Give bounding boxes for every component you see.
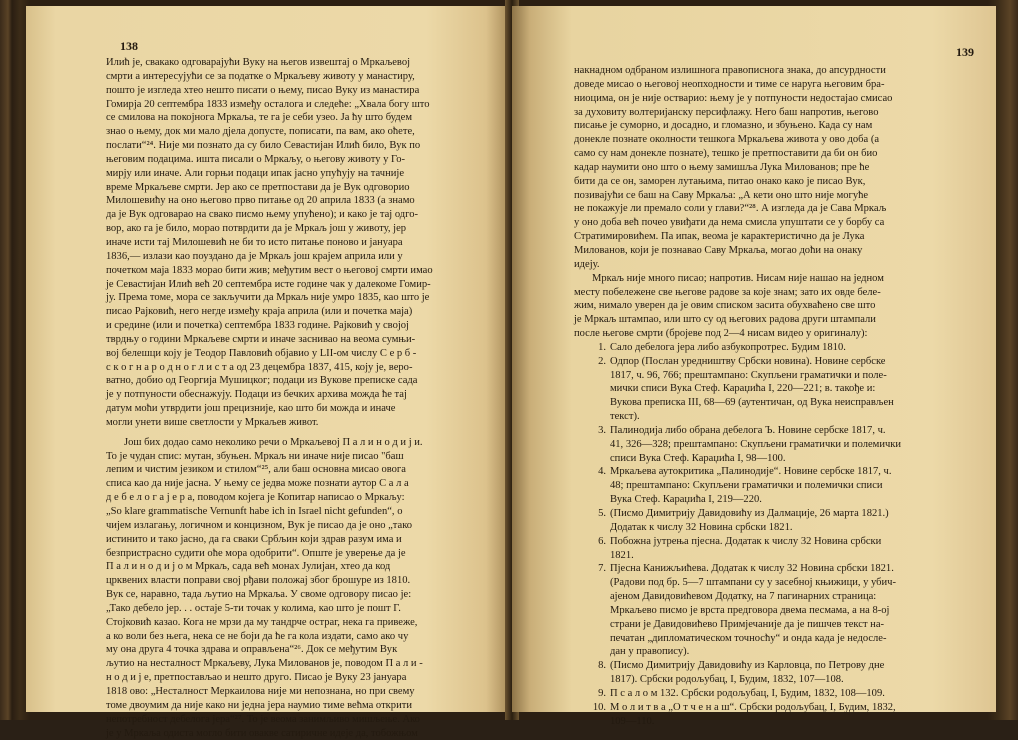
text-line: иначе исти тај Милошевић не би то исто питање поново и јануара (106, 236, 498, 250)
text-line: у оно доба већ почео увиђати да нема смисла упуштати се у борбу са (574, 216, 950, 230)
text-line: д е б е л о г а ј е р а, поводом којега је Копитар написао о Мркаљу: (106, 491, 498, 505)
text-line: ју. Према томе, мора се закључити да Мркаљ није умро 1835, као што је (106, 291, 498, 305)
text-line: писање је суморно, и досадно, и гломазно, и збуњено. Када су нам (574, 119, 950, 133)
text-line: смрти а интересујући се за податке о Мркаљеву животу у манастиру, (106, 70, 498, 84)
text-line: је у потпуности обеснажују. Подаци из бечких архива можда ће тај (106, 388, 498, 402)
text-line: „So klare grammatische Vernunft habe ich in Israel nicht gefunden“, о (106, 505, 498, 519)
text-line: црквених власти поправи свој рђави положај због брошуре из 1810. (106, 574, 498, 588)
bibliography-item (574, 701, 950, 729)
text-line: пошто је изгледа хтео нешто писати о њему, писао Вуку из манастира (106, 84, 498, 98)
bibliography-item (574, 535, 950, 563)
bibliography-item-number: 1. (584, 341, 606, 355)
bibliography-item-line: Мркаљево писмо је врста предговора двема песмама, а на 8-ој (610, 604, 950, 618)
text-line: Још бих додао само неколико речи о Мркаљевој П а л и н о д и ј и. (106, 436, 498, 450)
bibliography-item-number: 4. (584, 465, 606, 479)
bibliography-item-line: (Радови под бр. 5—7 штампани су у засебној књижици, у убич- (610, 576, 950, 590)
text-line: знао о њему, док ми мало дјела допусте, пописати, па вам, ако оћете, (106, 125, 498, 139)
bibliography-item-line: Одпор (Послан уредништву Србски новина). Новине сербске (610, 355, 950, 369)
text-line: 1836,— излази као поуздано да је Мркаљ још крајем априла или у (106, 250, 498, 264)
bibliography-item (574, 465, 950, 507)
bibliography-item-line: мички списи Вука Стеф. Караџића I, 220—221; в. такође и: (610, 382, 950, 396)
right-page (512, 6, 996, 712)
text-line: лепим и чистим језиком и стилом“²⁵, али баш основна мисао овога (106, 463, 498, 477)
bibliography-item-number: 2. (584, 355, 606, 369)
bibliography-item-number: 9. (584, 687, 606, 701)
text-line: истинито и тако јасно, да га сваки Србљин који здрав разум има и (106, 533, 498, 547)
text-line: љутио на несталност Мркаљеву, Лука Милованов је, поводом П а л и - (106, 657, 498, 671)
bibliography-item-number: 10. (584, 701, 606, 715)
text-line: Милошевићу на оно његово прво питање од 20 априла 1833 (а знамо (106, 194, 498, 208)
text-line: донекле познате околности тешкога Мркаљева живота у ово доба (а (574, 133, 950, 147)
bibliography-item-line: Пјесна Канижљићева. Додатак к числу 32 Новина србски 1821. (610, 562, 950, 576)
text-line: после његове смрти (бројеве под 2—4 нисам видео у оригиналу): (574, 327, 950, 341)
bibliography-item (574, 687, 950, 701)
left-page-number: 138 (120, 40, 138, 54)
bibliography-item-line: Сало дебелога јера либо азбукопротрес. Будим 1810. (610, 341, 950, 355)
text-line: се смилова на покојнога Мркаља, те га је себи узео. Ја ћу што будем (106, 111, 498, 125)
bibliography-item-line: страни је Давидовићево Примјечаније да је пишчев текст на- (610, 618, 950, 632)
bibliography-item-number: 5. (584, 507, 606, 521)
bibliography-item-line: П с а л о м 132. Србски родољубац, I, Будим, 1832, 108—109. (610, 687, 950, 701)
text-line: је Мркаљ штампао, или што су од његових радова други штампали (574, 313, 950, 327)
text-line: и средине (или и почетка) септембра 1833 године. Рајковић у својој (106, 319, 498, 333)
text-line: да је Вук одговарао на свако писмо њему упућено); и како је тај одго- (106, 208, 498, 222)
text-line: почетком маја 1833 морао бити жив; међутим вест о његовој смрти имао (106, 264, 498, 278)
bibliography-item-line: текст). (610, 410, 950, 424)
text-line: мирју или иначе. Али горњи подаци ипак јасно упућују на тачније (106, 167, 498, 181)
text-line: Милованов, који је познавао Саву Мркаља, могао доћи на онаку (574, 244, 950, 258)
text-line: вој белешци коју је Теодор Павловић објавио у LII-ом числу С е р б - (106, 347, 498, 361)
bibliography-item-line: 109—110. (610, 715, 950, 729)
text-line: „Тако дебело јер. . . остаје 5-ти точак у колима, као што је пошт Г. (106, 602, 498, 616)
text-line: могли унети више светлости у Мркаљев живот. (106, 416, 498, 430)
bibliography-item-line: Побожна јутрења пјесна. Додатак к числу 32 Новина србски (610, 535, 950, 549)
bibliography-item-number: 6. (584, 535, 606, 549)
text-line: Гомирја 20 септембра 1833 између осталога и следеће: „Хвала богу што (106, 98, 498, 112)
bibliography-item-line: печатан „дипломатическом точносћу“ и онда када је недосле- (610, 632, 950, 646)
bibliography-item-number: 3. (584, 424, 606, 438)
bibliography-item-line: Вука Стеф. Караџића I, 219—220. (610, 493, 950, 507)
text-line: с к о г н а р о д н о г л и с т а од 23 децембра 1837, 415, коју је, веро- (106, 361, 498, 375)
text-line: ниоцима, он је није остварио: њему је у потпуности недостајао смисао (574, 92, 950, 106)
text-line: Вук се, наравно, тада љутио на Мркаља. У своме одговору писао је: (106, 588, 498, 602)
text-line: н о д и ј е, претпостављао и нешто друго. Писао је Вуку 23 јануара (106, 671, 498, 685)
text-line: То је чудан спис: мутан, збуњен. Мркаљ ни иначе није писао "баш (106, 450, 498, 464)
bibliography-item (574, 341, 950, 355)
text-line: списа као да није јасна. У њему се једва може познати аутор С а л а (106, 477, 498, 491)
bibliography-item-line: ајеном Давидовићевом Додатку, на 7 пагинарних страница: (610, 590, 950, 604)
text-line: писао Рајковић, него негде између краја априла (или и почетка маја) (106, 305, 498, 319)
text-line: а ко воли без њега, нека се не боји да ће га кола издати, само ако чу (106, 630, 498, 644)
text-line: идеју. (574, 258, 950, 272)
text-line: вор, ако га је било, морао потврдити да је Мркаљ још у животу, јер (106, 222, 498, 236)
bibliography-item (574, 424, 950, 466)
text-line: његовим подацима. ишта писали о Мркаљу, о његову животу у Го- (106, 153, 498, 167)
bibliography-item-line: списи Вука Стеф. Караџића I, 98—100. (610, 452, 950, 466)
bibliography-item-line: (Писмо Димитрију Давидовићу из Далмације, 26 марта 1821.) (610, 507, 950, 521)
text-line: је у Мркаља одиста могло бити овакве сатиричне идеје да, тобожњом (106, 727, 498, 740)
text-line: је Севастијан Илић већ 20 септембра исте године чак у далекоме Гомир- (106, 278, 498, 292)
text-line: Илић је, свакако одговарајући Вуку на његов извештај о Мркаљевој (106, 56, 498, 70)
bibliography-item-line: 41, 326—328; прештампано: Скупљени граматички и полемички (610, 438, 950, 452)
text-line: жим, нимало уверен да је овим списком засита обухваћено све што (574, 299, 950, 313)
bibliography-item-number: 7. (584, 562, 606, 576)
text-line: позивајући се баш на Саву Мркаља: „А кети оно што није могуће (574, 189, 950, 203)
text-line: доведе мисао о његовој неопходности и тиме се наруга његовим бра- (574, 78, 950, 92)
text-line: му она друга 4 точка здрава и оправљена“²⁶. Док се међутим Вук (106, 643, 498, 657)
bibliography-item (574, 507, 950, 535)
text-line: Стојковић казао. Кога не мрзи да му тандрче остраг, нека га привеже, (106, 616, 498, 630)
bibliography-item-line: 1821. (610, 549, 950, 563)
text-line: непотребност дебелога јера“²⁷. То је веома занимљиво мишљење. Ако (106, 713, 498, 727)
text-line: Мркаљ није много писао; напротив. Нисам није нашао на једном (574, 272, 950, 286)
bibliography-item-line: 48; прештампано: Скупљени граматички и полемички списи (610, 479, 950, 493)
text-line: за духовиту волтеријанску персифлажу. Него баш напротив, његово (574, 106, 950, 120)
bibliography-item (574, 562, 950, 659)
right-page-number: 139 (956, 46, 974, 60)
text-line: бити да се он, заморен лутањима, питао онако како је писао Вук, (574, 175, 950, 189)
text-line: датум моћи утврдити још прецизније, као што би можда и иначе (106, 402, 498, 416)
bibliography-item-line: (Писмо Димитрију Давидовићу из Карловца, по Петрову дне (610, 659, 950, 673)
text-line: безпристрасно судити оће мора одобрити“. Опште је уверење да је (106, 547, 498, 561)
left-page (26, 6, 510, 712)
text-line: не покажује ли премало соли у глави?“²⁸. А изгледа да је Сава Мркаљ (574, 202, 950, 216)
bibliography-item-line: дан у правопису). (610, 645, 950, 659)
text-line: тврдњу о години Мркаљеве смрти и иначе заснивао на веома сумњи- (106, 333, 498, 347)
bibliography-item (574, 659, 950, 687)
text-line: месту побележене све његове радове за које знам; зато их овде беле- (574, 286, 950, 300)
bibliography-item-line: 1817). Србски родољубац, I, Будим, 1832, 107—108. (610, 673, 950, 687)
text-line: кадар наумити оно што о њему замишља Лука Милованов; пре ће (574, 161, 950, 175)
bibliography-item-line: Мркаљева аутокритика „Палинодије“. Новине сербске 1817, ч. (610, 465, 950, 479)
left-page-text (106, 56, 498, 740)
text-line: 1818 ово: „Несталност Меркаилова није ми непознана, но при свему (106, 685, 498, 699)
text-line: Стратимировићем. Па ипак, веома је карактеристично да је Лука (574, 230, 950, 244)
bibliography-item-line: 1817, ч. 96, 766; прештампано: Скупљени граматички и поле- (610, 369, 950, 383)
text-line: послати“²⁴. Није ми познато да су било Севастијан Илић било, Вук по (106, 139, 498, 153)
text-line: П а л и н о д и ј о м Мркаљ, сада већ монах Јулијан, хтео да код (106, 560, 498, 574)
text-line: накнадном одбраном излишнога правописнога знака, до апсурдности (574, 64, 950, 78)
text-line: ватно, добио од Георгија Мушицког; подаци из Вукове преписке сада (106, 374, 498, 388)
bibliography-item (574, 355, 950, 424)
right-page-text (574, 64, 950, 729)
text-line: само су нам донекле познате), тешко је претпоставити да би он био (574, 147, 950, 161)
bibliography-item-line: Додатак к числу 32 Новина србски 1821. (610, 521, 950, 535)
bibliography-item-line: Вукова преписка III, 68—69 (аутентичан, од Вука неисправљен (610, 396, 950, 410)
text-line: време Мркаљеве смрти. Јер ако се претпостави да је Вук одговорио (106, 181, 498, 195)
bibliography-item-line: Палинодија либо обрана дебелога Ъ. Новине сербске 1817, ч. (610, 424, 950, 438)
text-line: томе двоумим да није како ни једна јера наумио тиме већма открити (106, 699, 498, 713)
bibliography-item-number: 8. (584, 659, 606, 673)
text-line: чијем излагању, логичном и концизном, Вук је писао да је оно „тако (106, 519, 498, 533)
bibliography-item-line: М о л и т в а „О т ч е н а ш“. Србски родољубац, I, Будим, 1832, (610, 701, 950, 715)
